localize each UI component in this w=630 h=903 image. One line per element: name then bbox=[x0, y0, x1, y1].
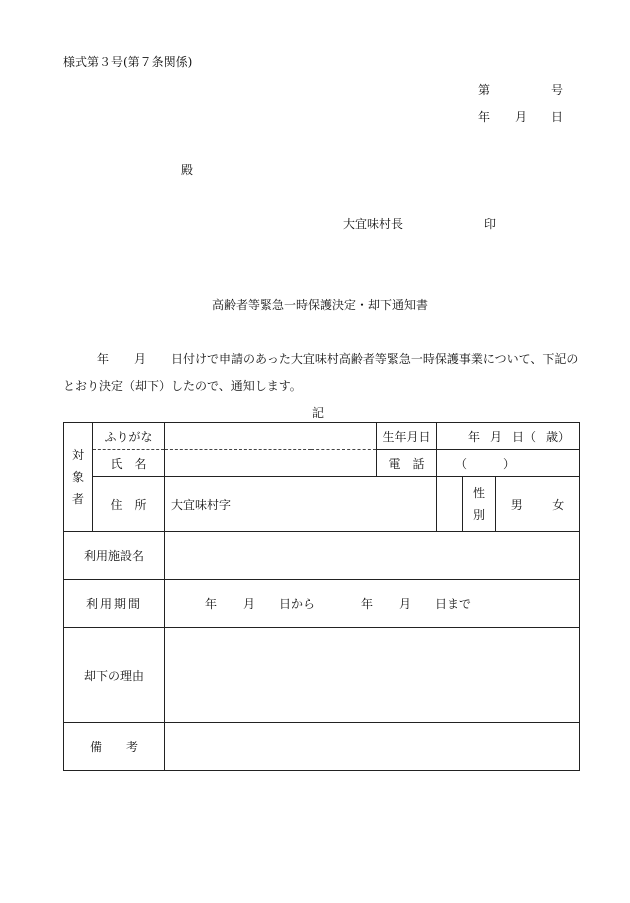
subject-label: 対 象 者 bbox=[64, 423, 93, 532]
gender-label: 性 別 bbox=[463, 477, 496, 532]
date-month: 月 bbox=[515, 110, 528, 124]
date-day: 日 bbox=[551, 110, 564, 124]
birthdate-field[interactable]: 年 月 日（ 歳） bbox=[437, 423, 580, 450]
body-year: 年 bbox=[97, 352, 110, 366]
doc-number-suffix: 号 bbox=[551, 83, 564, 97]
address-field[interactable]: 大宜味村字 bbox=[165, 477, 437, 532]
facility-label: 利用施設名 bbox=[64, 532, 165, 580]
gender-field[interactable]: 男 女 bbox=[496, 477, 580, 532]
reason-field[interactable] bbox=[165, 628, 580, 723]
form-number: 様式第３号(第７条関係) bbox=[63, 55, 193, 69]
remarks-field[interactable] bbox=[165, 723, 580, 771]
name-label: 氏 名 bbox=[93, 450, 165, 477]
period-label: 利用期間 bbox=[64, 580, 165, 628]
form-table bbox=[63, 422, 580, 771]
addressee-honorific: 殿 bbox=[181, 163, 194, 177]
furigana-field[interactable] bbox=[165, 423, 377, 450]
body-month: 月 bbox=[134, 352, 147, 366]
doc-number-prefix: 第 bbox=[478, 83, 491, 97]
birthdate-label: 生年月日 bbox=[377, 423, 437, 450]
remarks-label: 備 考 bbox=[64, 723, 165, 771]
reason-label: 却下の理由 bbox=[64, 628, 165, 723]
date-year: 年 bbox=[478, 110, 491, 124]
ki-label: 記 bbox=[312, 406, 325, 420]
address-extra-field[interactable] bbox=[437, 477, 463, 532]
furigana-label: ふりがな bbox=[93, 423, 165, 450]
name-field[interactable] bbox=[165, 450, 377, 477]
issuer-name: 大宜味村長 bbox=[343, 217, 404, 231]
document-title: 高齢者等緊急一時保護決定・却下通知書 bbox=[212, 298, 429, 312]
issuer-seal: 印 bbox=[484, 217, 497, 231]
phone-field[interactable]: （ ） bbox=[437, 450, 580, 477]
phone-label: 電 話 bbox=[377, 450, 437, 477]
address-label: 住 所 bbox=[93, 477, 165, 532]
period-field[interactable]: 年 月 日から 年 月 日まで bbox=[165, 580, 580, 628]
facility-field[interactable] bbox=[165, 532, 580, 580]
body-line2: とおり決定（却下）したので、通知します。 bbox=[63, 379, 302, 393]
body-line1: 日付けで申請のあった大宜味村高齢者等緊急一時保護事業について、下記の bbox=[171, 352, 579, 366]
